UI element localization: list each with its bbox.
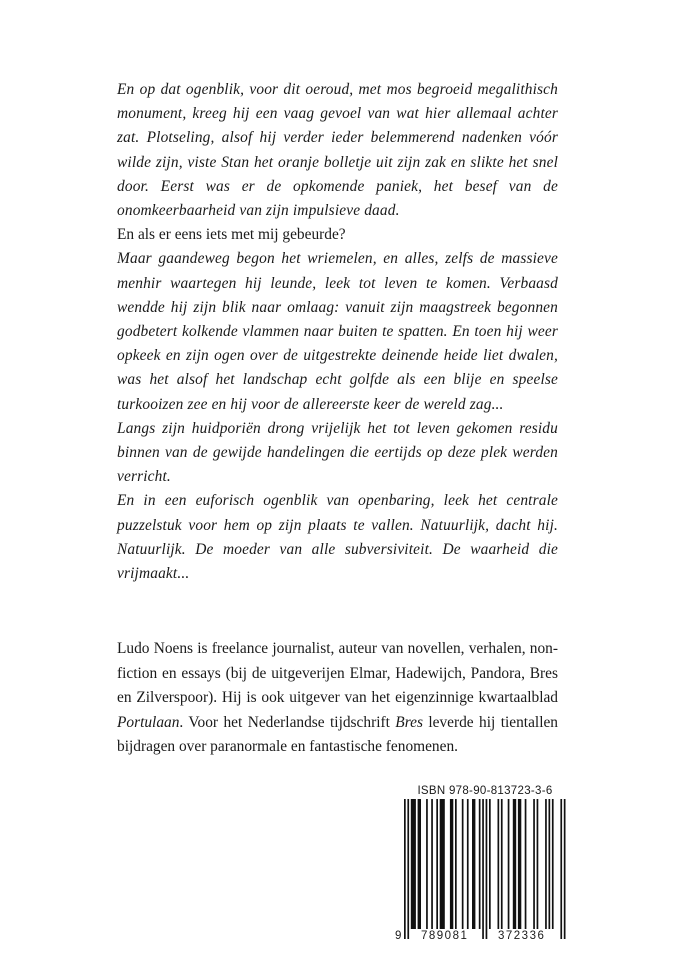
barcode-bar	[479, 799, 481, 929]
barcode-bar	[518, 799, 521, 929]
barcode-bar	[549, 799, 551, 929]
excerpt-paragraph-3: Maar gaandeweg begon het wriemelen, en alles, zelfs de massieve menhir waartegen hij leunde, leek tot leven te komen. Verbaasd wendde hij zijn blik naar omlaag: vanuit zijn maagstreek begonnen godbetert kolkende vlammen naar buiten te spatten. En toen hij weer opkeek en zijn ogen over de uitgestrekte deinende heide liet dwalen, was het alsof het landschap echt golfde als een blije en speelse turkooizen zee en hij voor de allereerste keer de wereld zag...	[117, 250, 558, 413]
bio-text-part-3: leverde hij tientallen bijdragen over paranormale en fantastische fenomenen.	[117, 713, 558, 756]
barcode-bar	[418, 799, 421, 929]
barcode-guard-bar	[560, 799, 562, 939]
excerpt-paragraph-5: En in een euforisch ogenblik van openbaring, leek het centrale puzzelstuk voor hem op zijn plaats te vallen. Natuurlijk, dacht hij. Natuurlijk. De moeder van alle subversiviteit. De waarheid die vrijmaakt...	[117, 492, 558, 583]
journal-title: Bres	[395, 713, 423, 731]
barcode-bar	[537, 799, 539, 929]
author-bio	[117, 637, 558, 760]
barcode-bar	[431, 799, 433, 929]
excerpt-paragraph-1: En op dat ogenblik, voor dit oeroud, met mos begroeid megalithisch monument, kreeg hij een vaag gevoel van wat hier allemaal achter zat. Plotseling, alsof hij verder ieder belemmerend nadenken vóór wilde zijn, viste Stan het oranje bolletje uit zijn zak en slikte het snel door. Eerst was er de opkomende paniek, het besef van de onomkeerbaarheid van zijn impulsieve daad.	[117, 81, 558, 220]
barcode-left-digits: 789081	[421, 930, 469, 942]
barcode-bar	[455, 799, 457, 929]
bio-text-part-1: Ludo Noens is freelance journalist, auteur van novellen, verhalen, non-fiction en essays (bij de uitgeverijen Elmar, Hadewijch, Pandora, Bres en Zilverspoor). Hij is ook uitgever van het eigenzinnige kwartaalblad	[117, 640, 558, 707]
excerpt-paragraph-4: Langs zijn huidporiën drong vrijelijk het tot leven gekomen residu binnen van de gewijde handelingen die eertijds op deze plek werden verricht.	[117, 419, 558, 486]
barcode-guard-bar	[407, 799, 409, 939]
back-cover-excerpt	[117, 78, 558, 586]
barcode-bar	[436, 799, 438, 929]
barcode-bar	[508, 799, 510, 929]
barcode-bar	[525, 799, 527, 929]
barcode-bar	[552, 799, 554, 929]
barcode-bar	[533, 799, 535, 929]
barcode-bar	[411, 799, 416, 929]
barcode-bar	[440, 799, 445, 929]
author-bio-text	[117, 637, 558, 760]
barcode-bar	[489, 799, 491, 929]
excerpt-paragraph-2: En als er eens iets met mij gebeurde?	[117, 226, 346, 244]
barcode-bar	[426, 799, 428, 929]
barcode-bar	[513, 799, 516, 929]
barcode-bar	[472, 799, 475, 929]
barcode-first-digit: 9	[395, 930, 402, 942]
barcode-bar	[462, 799, 464, 929]
barcode-guard-bar	[486, 799, 488, 939]
barcode-bar	[545, 799, 547, 929]
barcode-bars	[394, 799, 570, 945]
barcode-guard-bar	[404, 799, 406, 939]
barcode-guard-bar	[564, 799, 566, 939]
isbn-barcode	[394, 799, 570, 945]
magazine-title: Portulaan	[117, 713, 180, 731]
bio-text-part-2: . Voor het Nederlandse tijdschrift	[179, 713, 396, 731]
barcode-guard-bar	[482, 799, 484, 939]
barcode-bar	[467, 799, 469, 929]
barcode-bar	[501, 799, 503, 929]
barcode-right-digits: 372336	[498, 930, 546, 942]
isbn-label: ISBN 978-90-813723-3-6	[417, 785, 553, 797]
barcode-bar	[450, 799, 453, 929]
barcode-bar	[498, 799, 500, 929]
